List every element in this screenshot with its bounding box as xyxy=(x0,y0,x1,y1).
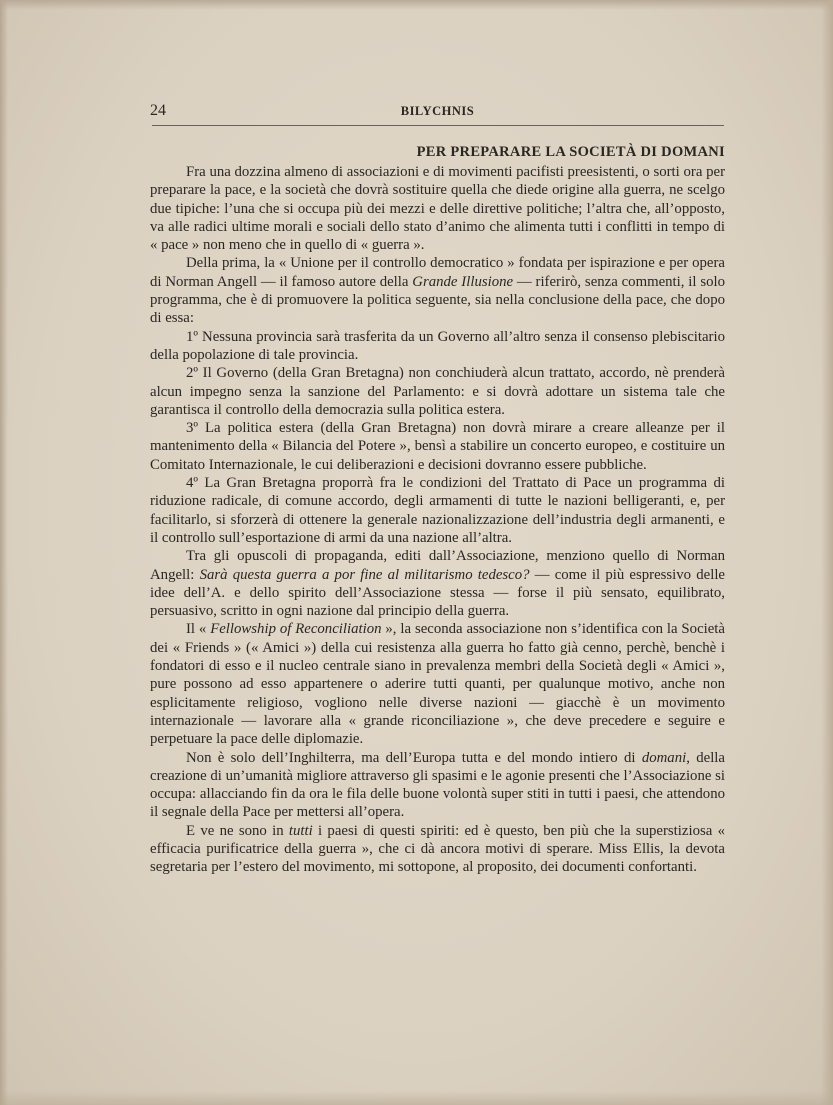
page-edge-left xyxy=(0,0,8,1105)
paragraph: Della prima, la « Unione per il controllo democratico » fondata per ispirazione e per opera di Norman Angell — il famoso autore della Grande Illusione — riferirò, senza commenti, il solo programma, che è di promuovere la politica seguente, sia nella conclusione della pace, che dopo di essa: xyxy=(150,255,725,327)
page-edge-top xyxy=(0,0,833,10)
section-title: PER PREPARARE LA SOCIETÀ DI DOMANI xyxy=(416,144,725,160)
page-edge-bottom xyxy=(0,1091,833,1105)
paragraph: E ve ne sono in tutti i paesi di questi spiriti: ed è questo, ben più che la superstiziosa « efficacia purificatrice della guerra », che ci dà ancora motivi di sperare. Miss Ellis, la devota segretaria per l’estero del movimento, mi sottopone, al proposito, dei documenti confortanti. xyxy=(150,822,725,876)
header-rule xyxy=(152,125,724,126)
paragraph: Fra una dozzina almeno di associazioni e di movimenti pacifisti preesistenti, o sorti ora per preparare la pace, e la società che dovrà sostituire quella che diede origine alla guerra, ne scelgo due tipiche: l’una che si occupa più dei mezzi e delle direttive politiche; l’altra che, all’opposto, va alle radici ultime morali e sociali dello stato d’animo che alimenta tutti i conflitti in tempo di « pace » non meno che in quello di « guerra ». xyxy=(150,164,725,254)
page-header xyxy=(150,102,725,124)
programme-item: 3º La politica estera (della Gran Bretagna) non dovrà mirare a creare alleanze per il mantenimento della « Bilancia del Potere », bensì a stabilire un concerto europeo, e costituire un Comitato Internazionale, le cui deliberazioni e decisioni dovranno essere pubbliche. xyxy=(150,420,725,473)
page-edge-right xyxy=(821,0,833,1105)
programme-item: 2º Il Governo (della Gran Bretagna) non conchiuderà alcun trattato, accordo, nè prenderà alcun impegno senza la sanzione del Parlamento: e si dovrà adottare un sistema tale che garantisca il controllo della democrazia sulla politica estera. xyxy=(150,365,725,418)
paragraph: Non è solo dell’Inghilterra, ma dell’Europa tutta e del mondo intiero di domani, della creazione di un’umanità migliore attraverso gli spasimi e le agonie presenti che l’Associazione si occupa: allacciando fin da ora le fila delle buone volontà super stiti in tutti i paesi, che attendono il segnale della Pace per mettersi all’opera. xyxy=(150,749,725,821)
page-number: 24 xyxy=(150,102,166,119)
programme-item: 4º La Gran Bretagna proporrà fra le condizioni del Trattato di Pace un programma di riduzione radicale, di comune accordo, degli armamenti di tutte le nazioni belligeranti, e, per facilitarlo, si sforzerà di ottenere la generale nazionalizzazione dell’industria degli armanenti, e il controllo sull’esportazione di armi da una nazione all’altra. xyxy=(150,475,725,546)
article-body xyxy=(150,163,725,877)
running-head: BILYCHNIS xyxy=(400,104,475,118)
programme-item: 1º Nessuna provincia sarà trasferita da un Governo all’altro senza il consenso plebiscitario della popolazione di tale provincia. xyxy=(150,328,725,363)
paragraph: Il « Fellowship of Reconciliation », la seconda associazione non s’identifica con la Società dei « Friends » (« Amici ») della cui resistenza alla guerra ho fatto già cenno, perchè, benchè i fondatori di esso e il nucleo centrale siano in prevalenza membri della Società degli « Amici », pure possono ad esso appartenere o aderire tutti quanti, per qualunque motivo, anche non esplicitamente religioso, vogliono nelle diverse nazioni — giacchè è un movimento internazionale — lavorare alla « grande riconciliazione », che deve precedere e seguire e perpetuare la pace delle diplomazie. xyxy=(150,621,725,748)
paragraph: Tra gli opuscoli di propaganda, editi dall’Associazione, menziono quello di Norman Angell: Sarà questa guerra a por fine al militarismo tedesco? — come il più espressivo delle idee dell’A. e dello spirito dell’Associazione stessa — forse il più sensato, equilibrato, persuasivo, scritto in ogni nazione dal principio della guerra. xyxy=(150,548,725,620)
